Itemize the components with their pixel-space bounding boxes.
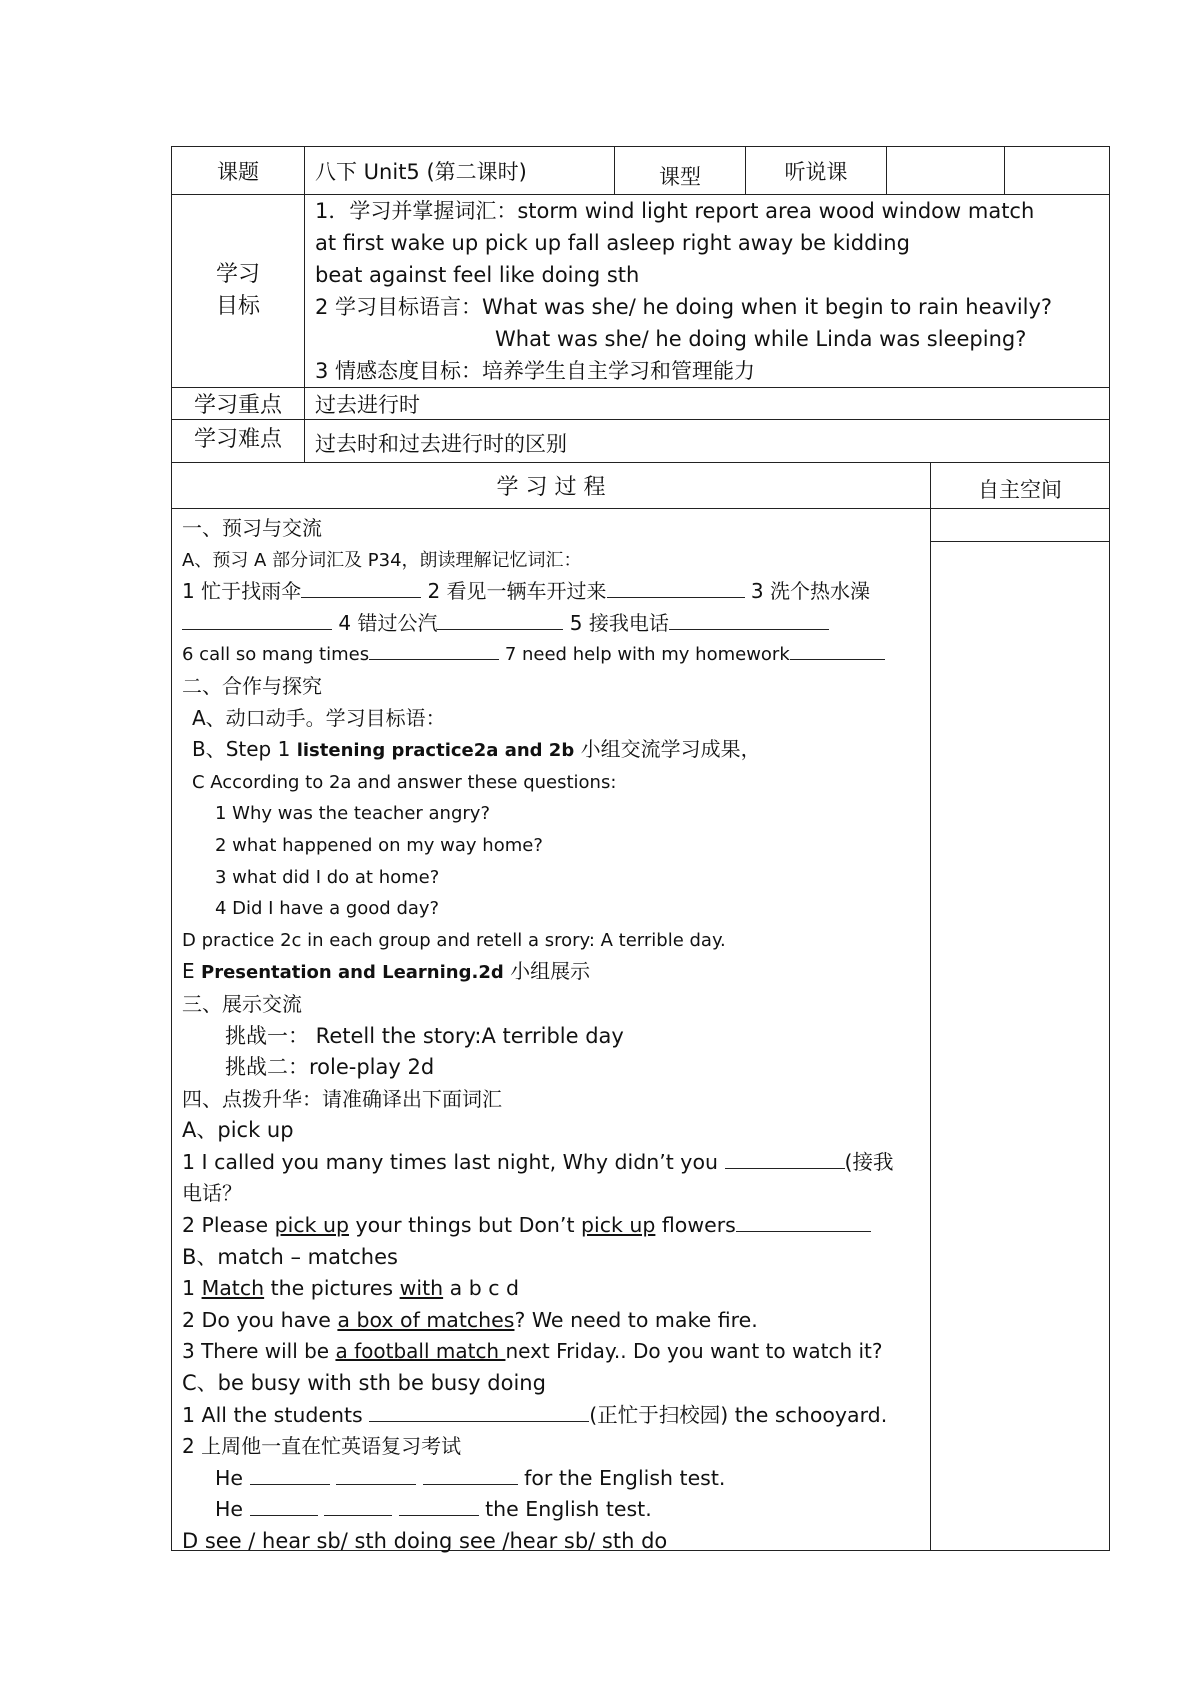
lesson-plan-table (171, 146, 1110, 1551)
process-title: 学 习 过 程 (172, 463, 931, 508)
step-text: 小组展示 (503, 959, 591, 984)
exercise-text: He (215, 1497, 250, 1522)
question: 2 what happened on my way home? (215, 834, 543, 856)
topic-value: 八下 Unit5 (第二课时) (305, 147, 615, 194)
exercise-cont: 电话？ (182, 1181, 242, 1206)
exercise-text: He (215, 1465, 250, 1490)
step-text: E (182, 959, 201, 984)
process-body-row (172, 509, 1109, 1553)
answer-blank[interactable] (736, 1211, 871, 1232)
answer-blank[interactable] (790, 639, 885, 660)
goal-line: 3 情感态度目标：培养学生自主学习和管理能力 (315, 359, 756, 383)
exercise-text: (正忙于扫校园) the schooyard. (589, 1402, 888, 1427)
vocab-text: 2 看见一辆车开过来 (421, 579, 607, 604)
difficulty-row (172, 420, 1109, 463)
goals-label-2: 目标 (215, 294, 260, 319)
vocab-line (182, 608, 930, 640)
exercise: 2 上周他一直在忙英语复习考试 (182, 1434, 462, 1459)
section-item: A、动口动手。学习目标语： (192, 705, 446, 730)
exercise (182, 1305, 930, 1337)
exercise-text: but Don’t (471, 1213, 581, 1238)
section-title: 二、合作与探究 (182, 673, 322, 698)
side-space-header-cell (931, 509, 1109, 542)
answer-blank[interactable] (250, 1464, 330, 1485)
answer-blank[interactable] (607, 577, 745, 598)
section-title: 三、展示交流 (182, 991, 302, 1016)
exercise-text: for the English test. (517, 1465, 726, 1490)
side-space (931, 509, 1109, 1550)
section-title: 四、点拨升华：请准确译出下面词汇 (182, 1086, 502, 1111)
exercise-text: 3 There will be (182, 1339, 336, 1364)
question: 3 what did I do at home? (215, 866, 440, 888)
answer-blank[interactable] (301, 577, 421, 598)
exercise-text: your things (348, 1213, 472, 1238)
side-title: 自主空间 (978, 477, 1062, 502)
answer-blank[interactable] (182, 609, 332, 630)
exercise-text: 1 All the students (182, 1402, 370, 1427)
exercise-text: the English test. (478, 1497, 652, 1522)
subsection-title: A、pick up (182, 1118, 294, 1143)
vocab-text: 7 need help with my homework (499, 644, 790, 666)
step-bold: listening practice2a and 2b (296, 740, 575, 762)
exercise (182, 1336, 930, 1368)
underlined-text: pick up (581, 1213, 656, 1238)
answer-blank[interactable] (669, 609, 829, 630)
focus-label: 学习重点 (172, 388, 305, 419)
goal-line: What was she/ he doing while Linda was sleeping? (495, 327, 1027, 351)
exercise (182, 1210, 930, 1242)
section-item (182, 734, 930, 767)
vocab-text: 6 call so mang times (182, 644, 370, 666)
goals-content (305, 195, 1109, 387)
goal-line: 1．学习并掌握词汇：storm wind light report area wood window match (315, 199, 1035, 223)
type-label: 课型 (615, 147, 746, 194)
answer-blank[interactable] (423, 1464, 518, 1485)
section-item: C According to 2a and answer these questions: (192, 771, 617, 793)
exercise-text: the pictures (264, 1276, 400, 1301)
exercise-text: 1 I called you many times last night, Why didn’t you (182, 1149, 725, 1174)
exercise-text: a b c d (443, 1276, 520, 1301)
answer-blank[interactable] (369, 639, 499, 660)
vocab-line (182, 639, 930, 671)
answer-blank[interactable] (437, 609, 563, 630)
section-item (182, 956, 930, 989)
process-content (172, 509, 931, 1553)
goal-line: 2 学习目标语言：What was she/ he doing when it begin to rain heavily? (315, 295, 1053, 319)
exercise-text: 1 (182, 1276, 202, 1301)
answer-blank[interactable] (369, 1401, 589, 1422)
type-value: 听说课 (746, 147, 887, 194)
question: 1 Why was the teacher angry? (215, 803, 491, 825)
challenge: 挑战二：role-play 2d (225, 1055, 435, 1080)
exercise-text: (接我 (844, 1149, 894, 1174)
goals-label-1: 学习 (215, 262, 260, 287)
answer-blank[interactable] (336, 1464, 416, 1485)
vocab-text: 4 错过公汽 (332, 610, 438, 635)
underlined-text: a box of matches (337, 1307, 515, 1332)
answer-blank[interactable] (725, 1148, 845, 1169)
goals-label (172, 195, 305, 387)
step-text: B、Step 1 (192, 737, 297, 762)
goals-row (172, 195, 1109, 388)
section-title: 一、预习与交流 (182, 516, 322, 540)
subsection-title: D see / hear sb/ sth doing see /hear sb/ sth do (182, 1529, 668, 1553)
focus-row (172, 388, 1109, 420)
difficulty-label: 学习难点 (172, 420, 305, 462)
vocab-text: 5 接我电话 (563, 610, 669, 635)
vocab-line (182, 576, 930, 608)
exercise-text: 2 Please (182, 1213, 275, 1238)
underlined-text: pick up (274, 1213, 349, 1238)
answer-blank[interactable] (250, 1495, 318, 1516)
answer-blank[interactable] (399, 1495, 479, 1516)
exercise (182, 1494, 930, 1526)
goal-line: beat against feel like doing sth (315, 263, 640, 287)
step-text: 小组交流学习成果， (574, 737, 761, 762)
question: 4 Did I have a good day? (215, 898, 440, 920)
exercise (182, 1147, 930, 1179)
exercise-text: 2 Do you have (182, 1307, 338, 1332)
step-bold: Presentation and Learning.2d (201, 962, 504, 984)
header-row (172, 147, 1109, 195)
exercise (182, 1463, 930, 1495)
vocab-text: 1 忙于找雨伞 (182, 579, 302, 604)
challenge: 挑战一： Retell the story:A terrible day (225, 1023, 624, 1048)
topic-label: 课题 (172, 147, 305, 194)
underlined-text: with (399, 1276, 444, 1301)
blank-cell-1 (887, 147, 1005, 194)
underlined-text: a football match (335, 1339, 506, 1364)
exercise-text: next Friday.. Do you want to watch it? (505, 1339, 883, 1364)
exercise (182, 1273, 930, 1305)
difficulty-value: 过去时和过去进行时的区别 (315, 432, 567, 456)
blank-cell-2 (1005, 147, 1109, 194)
focus-value: 过去进行时 (315, 392, 420, 417)
answer-blank[interactable] (324, 1495, 392, 1516)
process-title-row (172, 463, 1109, 509)
section-item: A、预习 A 部分词汇及 P34，朗读理解记忆词汇： (182, 549, 582, 571)
goal-line: at first wake up pick up fall asleep right away be kidding (315, 231, 910, 255)
section-item: D practice 2c in each group and retell a srory: A terrible day. (182, 929, 726, 951)
underlined-text: Match (201, 1276, 265, 1301)
subsection-title: B、match – matches (182, 1244, 398, 1269)
vocab-text: 3 洗个热水澡 (744, 579, 870, 604)
exercise (182, 1400, 930, 1432)
exercise-text: flowers (655, 1213, 736, 1238)
subsection-title: C、be busy with sth be busy doing (182, 1371, 546, 1396)
exercise-text: ? We need to make fire. (514, 1307, 758, 1332)
